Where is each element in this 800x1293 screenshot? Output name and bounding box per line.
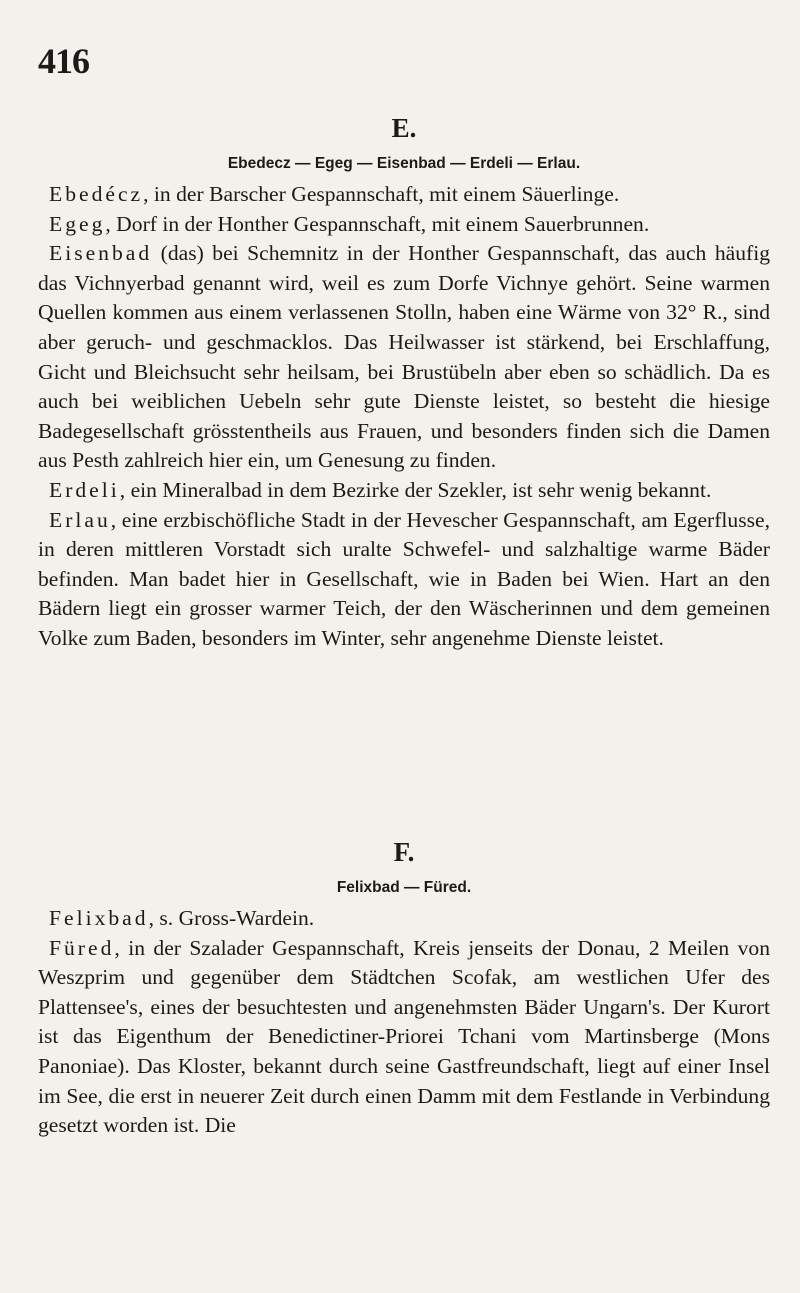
entry-erlau (38, 506, 770, 654)
section-e (38, 112, 770, 654)
section-index-line: Ebedecz — Egeg — Eisenbad — Erdeli — Erlau. (227, 155, 581, 172)
entry-headword: Erdeli (49, 477, 120, 502)
entry-headword: Egeg (49, 211, 106, 236)
entry-headword: Ebedécz (49, 182, 144, 206)
entry-headword: Füred (49, 935, 115, 960)
entry-ebedecz (38, 180, 770, 210)
section-f (38, 836, 770, 1141)
entry-headword: Eisenbad (49, 241, 153, 266)
entry-text: , in der Szalader Gespannschaft, Kreis jenseits der Donau, 2 Meilen von Weszprim und gegenüber dem Städtchen Scofak, am westlichen Ufer des Plattensee's, eines der besuchtesten und angenehmsten Bäder Ungarn's. Der Kurort ist das Eigenthum der Benedictiner-Priorei Tchani vom Martinsberge (Mons Panoniae). Das Kloster, bekannt durch seine Gastfreundschaft, liegt auf einer Insel im See, die erst in neuerer Zeit durch einen Damm mit dem Festlande in Verbindung gesetzt worden ist. Die (38, 935, 770, 1138)
page-number: 416 (38, 41, 89, 81)
entry-erdeli (38, 476, 770, 506)
entry-headword: Felixbad (49, 906, 149, 930)
entry-text: (das) bei Schemnitz in der Honther Gespannschaft, das auch häufig das Vichnyerbad genannt wird, weil es zum Dorfe Vichnye gehört. Seine warmen Quellen kommen aus einem verlassenen Stolln, haben eine Wärme von 32° R., sind aber geruch- und geschmacklos. Das Heilwasser ist stärkend, bei Erschlaffung, Gicht und Bleichsucht sehr heilsam, bei Brustübeln aber eben so schädlich. Da es auch bei weiblichen Uebeln sehr gute Dienste leistet, so besteht die hiesige Badegesellschaft grösstentheils aus Frauen, und besonders finden sich die Damen aus Pesth zahlreich hier ein, um Genesung zu finden. (38, 241, 770, 473)
entry-text: , s. Gross-Wardein. (148, 906, 315, 930)
entry-eisenbad (38, 239, 770, 476)
entry-headword: Erlau (49, 507, 111, 532)
entry-fured (38, 934, 770, 1141)
entry-felixbad (38, 904, 770, 934)
entry-text: , Dorf in der Honther Gespannschaft, mit einem Sauerbrunnen. (105, 211, 650, 236)
entry-text: , in der Barscher Gespannschaft, mit einem Säuerlinge. (143, 182, 620, 206)
section-letter: F. (393, 837, 415, 867)
entry-text: , eine erzbischöfliche Stadt in der Hevescher Gespannschaft, am Egerflusse, in deren mittleren Vorstadt sich uralte Schwefel- und salzhaltige warme Bäder befinden. Man badet hier in Gesellschaft, wie in Baden bei Wien. Hart an den Bädern liegt ein grosser warmer Teich, der den Wäscherinnen und dem gemeinen Volke zum Baden, besonders im Winter, sehr angenehme Dienste leistet. (38, 507, 770, 650)
section-index-line: Felixbad — Füred. (336, 879, 472, 896)
entry-egeg (38, 210, 770, 240)
entry-text: , ein Mineralbad in dem Bezirke der Szekler, ist sehr wenig bekannt. (119, 477, 712, 502)
section-letter: E. (391, 113, 417, 143)
